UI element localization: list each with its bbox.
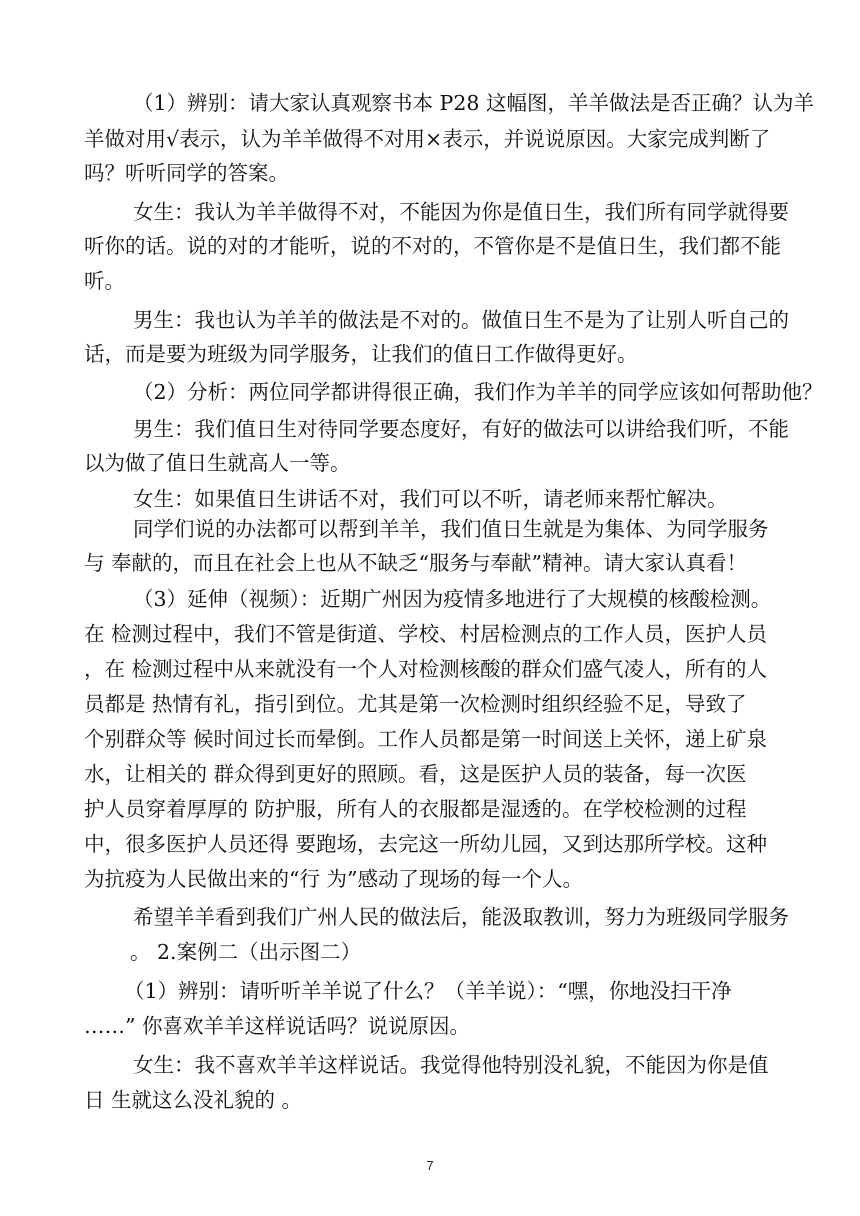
text-line: 。 2.案例二（出示图二） <box>130 940 362 964</box>
text-line: 羊做对用√表示，认为羊羊做得不对用×表示，并说说原因。大家完成判断了 <box>84 127 771 151</box>
text-line: 同学们说的办法都可以帮到羊羊，我们值日生就是为集体、为同学服务 <box>133 517 769 541</box>
text-line: 中，很多医护人员还得 要跑场，去完这一所幼儿园，又到达那所学校。这种 <box>84 832 768 856</box>
text-line: 在 检测过程中，我们不管是街道、学校、村居检测点的工作人员，医护人员 <box>84 622 768 646</box>
text-line: （3）延伸（视频）：近期广州因为疫情多地进行了大规模的核酸检测。 <box>133 587 772 611</box>
text-line: （1）辨别：请大家认真观察书本 P28 这幅图，羊羊做法是否正确？认为羊 <box>133 91 814 115</box>
text-line: 为抗疫为人民做出来的“行 为”感动了现场的每一个人。 <box>84 867 583 891</box>
text-line: 护人员穿着厚厚的 防护服，所有人的衣服都是湿透的。在学校检测的过程 <box>84 797 747 821</box>
text-line: 男生：我们值日生对待同学要态度好，有好的做法可以讲给我们听，不能 <box>133 417 789 441</box>
text-line: 吗？听听同学的答案。 <box>84 161 289 185</box>
page-number: 7 <box>426 1158 434 1173</box>
text-line: 听。 <box>84 269 125 293</box>
text-line: 以为做了值日生就高人一等。 <box>84 451 351 475</box>
text-line: ……” 你喜欢羊羊这样说话吗？说说原因。 <box>84 1014 470 1038</box>
text-line: 日 生就这么没礼貌的 。 <box>84 1088 303 1112</box>
text-line: ，在 检测过程中从来就没有一个人对检测核酸的群众们盛气凌人，所有的人 <box>84 657 768 681</box>
text-line: 听你的话。说的对的才能听，说的不对的，不管你是不是值日生，我们都不能 <box>84 234 781 258</box>
text-line: 与 奉献的，而且在社会上也从不缺乏“服务与奉献”精神。请大家认真看！ <box>84 551 747 575</box>
text-line: （1）辨别：请听听羊羊说了什么？（羊羊说）：“嘿，你地没扫干净 <box>124 979 732 1003</box>
text-line: 员都是 热情有礼，指引到位。尤其是第一次检测时组织经验不足，导致了 <box>84 692 747 716</box>
text-line: 女生：如果值日生讲话不对，我们可以不听，请老师来帮忙解决。 <box>133 487 728 511</box>
text-line: 男生：我也认为羊羊的做法是不对的。做值日生不是为了让别人听自己的 <box>133 308 789 332</box>
text-line: 个别群众等 候时间过长而晕倒。工作人员都是第一时间送上关怀，递上矿泉 <box>84 727 768 751</box>
text-line: （2）分析：两位同学都讲得很正确，我们作为羊羊的同学应该如何帮助他？ <box>133 380 823 404</box>
text-line: 女生：我不喜欢羊羊这样说话。我觉得他特别没礼貌，不能因为你是值 <box>133 1053 769 1077</box>
text-line: 话，而是要为班级为同学服务，让我们的值日工作做得更好。 <box>84 342 638 366</box>
text-line: 女生：我认为羊羊做得不对，不能因为你是值日生，我们所有同学就得要 <box>133 200 789 224</box>
text-line: 水，让相关的 群众得到更好的照顾。看，这是医护人员的装备，每一次医 <box>84 762 747 786</box>
text-line: 希望羊羊看到我们广州人民的做法后，能汲取教训，努力为班级同学服务 <box>133 905 789 929</box>
